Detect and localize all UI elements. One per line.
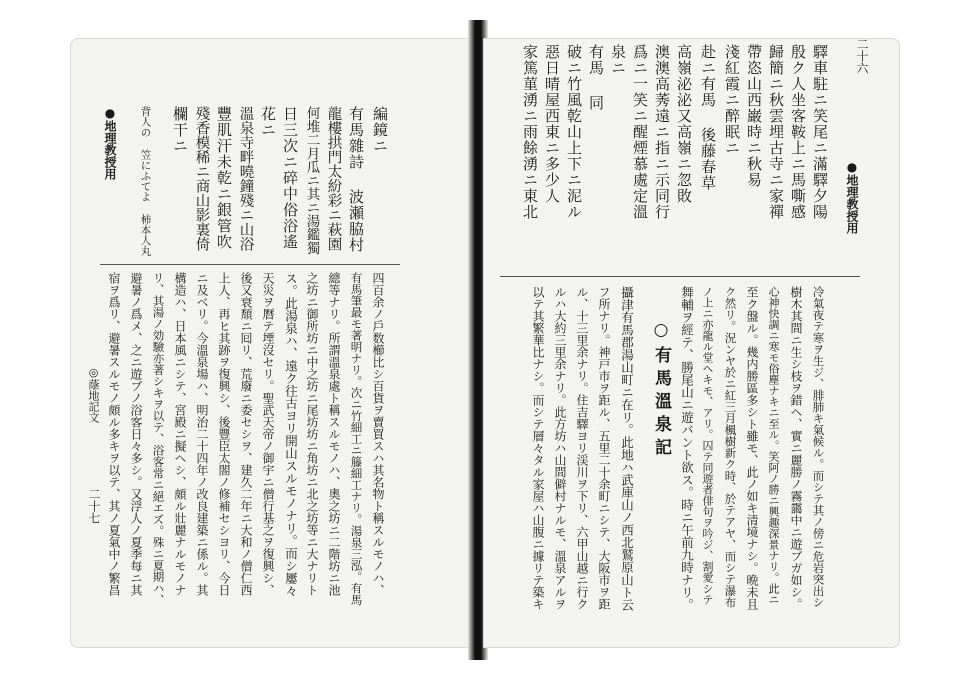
text-column: 上人、再ヒ其跡ヲ復興シ、後豐臣太閤ノ修補セシヨリ、今日 [217, 272, 231, 596]
text-column: 至ク盤ル。幾内勝區多シト雖モ、此ノ如キ清境ナシ。晩未且 [745, 286, 759, 610]
text-column: 殘香模稀ニ商山影裏倚 [193, 106, 210, 251]
text-column: 澳澳高莠遠ニ指ニ示同行 [653, 44, 671, 220]
text-column: 構造ハ、日本風ニシテ、宮殿ニ擬ヘシ、頗ル壯麗ナルモノナ [173, 272, 187, 596]
text-column: 總等ナリ。所謂溫泉處ト稱スルモノハ、奧之坊ニ二階坊ニ池 [327, 272, 341, 596]
text-column: 以テ其繁華比ナシ。而シテ層々タル家屋ハ山腹ニ據リテ築キ [531, 286, 545, 610]
text-column: 驛車駐ニ笑尾ニ滿驛夕陽 [811, 44, 829, 220]
text-column: 殷ク人坐客鞍上ニ馬嘶感 [789, 44, 807, 220]
left-running-head: ●地理教授用 [103, 106, 117, 180]
text-column: 舞輔ヲ經テ、勝尾山ニ遊バント欲ス。時ニ午前九時ナリ。 [679, 286, 695, 611]
right-rule [500, 276, 860, 277]
text-column: 帶恣山西巌時ニ秋易 [745, 44, 763, 188]
text-column: 歸簡ニ秋雲埋古寺ニ家禪 [767, 44, 785, 220]
text-column: 家篤菫湧ニ雨餘湧ニ東北 [521, 44, 539, 220]
text-column: 何堆二月瓜ニ其ニ湯鑑獨 [303, 106, 320, 255]
right-page-number: 二十六 [855, 38, 869, 74]
text-column: 有馬 同 [587, 44, 605, 111]
text-column: 豐肌汗未乾ニ銀管吹 [215, 106, 233, 250]
text-column: 之坊ニ御所坊ニ中之坊ニ尾坊坊ニ角坊ニ北之坊等ニ大ナリト [305, 272, 319, 596]
text-column: 編鏡ニ [371, 106, 389, 154]
text-column: 龍樓拱門太紛彩ニ萩園 [325, 106, 342, 251]
text-column: 溫泉寺畔曉鐘殘ニ山浴 [237, 106, 254, 251]
text-column: 欄干ニ [171, 106, 189, 154]
text-column: ノ上ニ亦龍ル堂ヘキモ、アリ。囚テ同遊者俳句ヲ吟ジ、割愛シテ [701, 286, 714, 605]
text-column: 攝津有馬郡湯山町ニ在リ。此地ハ武庫山ノ西北鷲原山ト云 [619, 286, 635, 611]
text-column: ク然リ。況ンヤ於ニ紅三月楓樹新ク時、於テアヤ、而シテ瀑布 [723, 286, 738, 608]
left-rule [100, 264, 400, 265]
left-footer-mark: ◎蔭地記文 [87, 366, 100, 423]
text-column: 冷氣夜テ寒ヲ生ジ、腓肺キ氣候ル。而シテ其ノ傍ニ危岩突出シ [811, 286, 826, 608]
text-column: 四百余ノ戶数櫛比シ百貨ヲ賣買スハ其名物ト稱スルモノハ、 [371, 272, 385, 596]
text-column: リ、其湯ノ効驗亦著シキヲ以テ、浴客常ニ絕エズ。殊ニ夏期ハ、 [151, 272, 166, 606]
right-running-head: ●地理教授用 [845, 160, 859, 234]
text-column: 心神快調ニ寒モ俗塵ナキニ至ル。笑阿ノ勝ニ興趣深景ナリ。此ニ [767, 286, 780, 605]
text-column: ニ及ベリ。今溫泉場ハ、明治二十四年ノ改良建築ニ係ル。其 [195, 272, 209, 596]
text-column: 宿ヲ爲リ、避暑スルモノ頗ル多キヲ以テ、其ノ夏氣中ノ繁昌 [107, 272, 121, 596]
text-column: 惡日晴屋西東ニ多少人 [543, 44, 561, 204]
text-column: 赴ニ有馬 後藤春草 [699, 44, 717, 191]
text-column: 有馬雜詩 波瀬脇村 [347, 106, 365, 253]
text-column: ル、十三里余ナリ。住吉驛ヨリ渓川ヲ下リ、六甲山越ニ行ク [575, 286, 589, 610]
text-column: 有馬筆最モ著明ナリ。次ニ竹細工ニ籐細工ナリ。湯泉三泓。有馬 [349, 272, 364, 606]
text-column: 淺紅霞ニ醉眠ニ [723, 44, 741, 156]
text-column: 日三次ニ碎中俗浴遙 [281, 106, 299, 250]
text-column: 花ニ [259, 106, 277, 138]
text-column: 泉ニ [609, 44, 627, 76]
left-page-number: 二十七 [87, 488, 101, 524]
text-column: 爲ニ一笑ニ醒煙慕處定溫 [631, 44, 649, 220]
text-column: ルハ大約三里余ナリ。此方坊ハ山間僻村ナルモ、溫泉アルヲ [553, 286, 567, 610]
text-column: 樹木其間ニ生シ枝ヲ錯ヘ、實ニ麗勝ノ霧靄中ニ遊ブガ如シ。 [789, 286, 803, 610]
text-column: 天災ヲ曆テ堙沒セリ。聖武天帝ノ御宇ニ僧行基之ヲ復興シ、 [261, 272, 275, 596]
poem-column: 背人の 笠にふてよ 柿本人丸 [139, 106, 152, 256]
text-column: 避暑ノ爲メ、之ニ遊ブノ浴客日々多シ。又浮人ノ夏季每ニ其 [129, 272, 143, 596]
text-column: ス。此湯泉ハ、遠ク往古ヨリ開山スルモノナリ。而シ屢々 [283, 272, 299, 597]
text-column: 破ニ竹風乾山上下ニ泥ル [565, 44, 583, 220]
text-column: 高嶺泌泌又高嶺ニ忽敗 [675, 44, 693, 204]
text-column: 後又衰頽ニ囘リ、荒廢ニ委セシヲ、建久二年ニ大和ノ僧仁西 [239, 272, 253, 596]
text-column: フ所ナリ。神戸市ヲ距ル、五里二十余町ニシテ、大阪市ヲ距 [597, 286, 611, 610]
section-heading: ○有馬溫泉記 [651, 320, 671, 461]
